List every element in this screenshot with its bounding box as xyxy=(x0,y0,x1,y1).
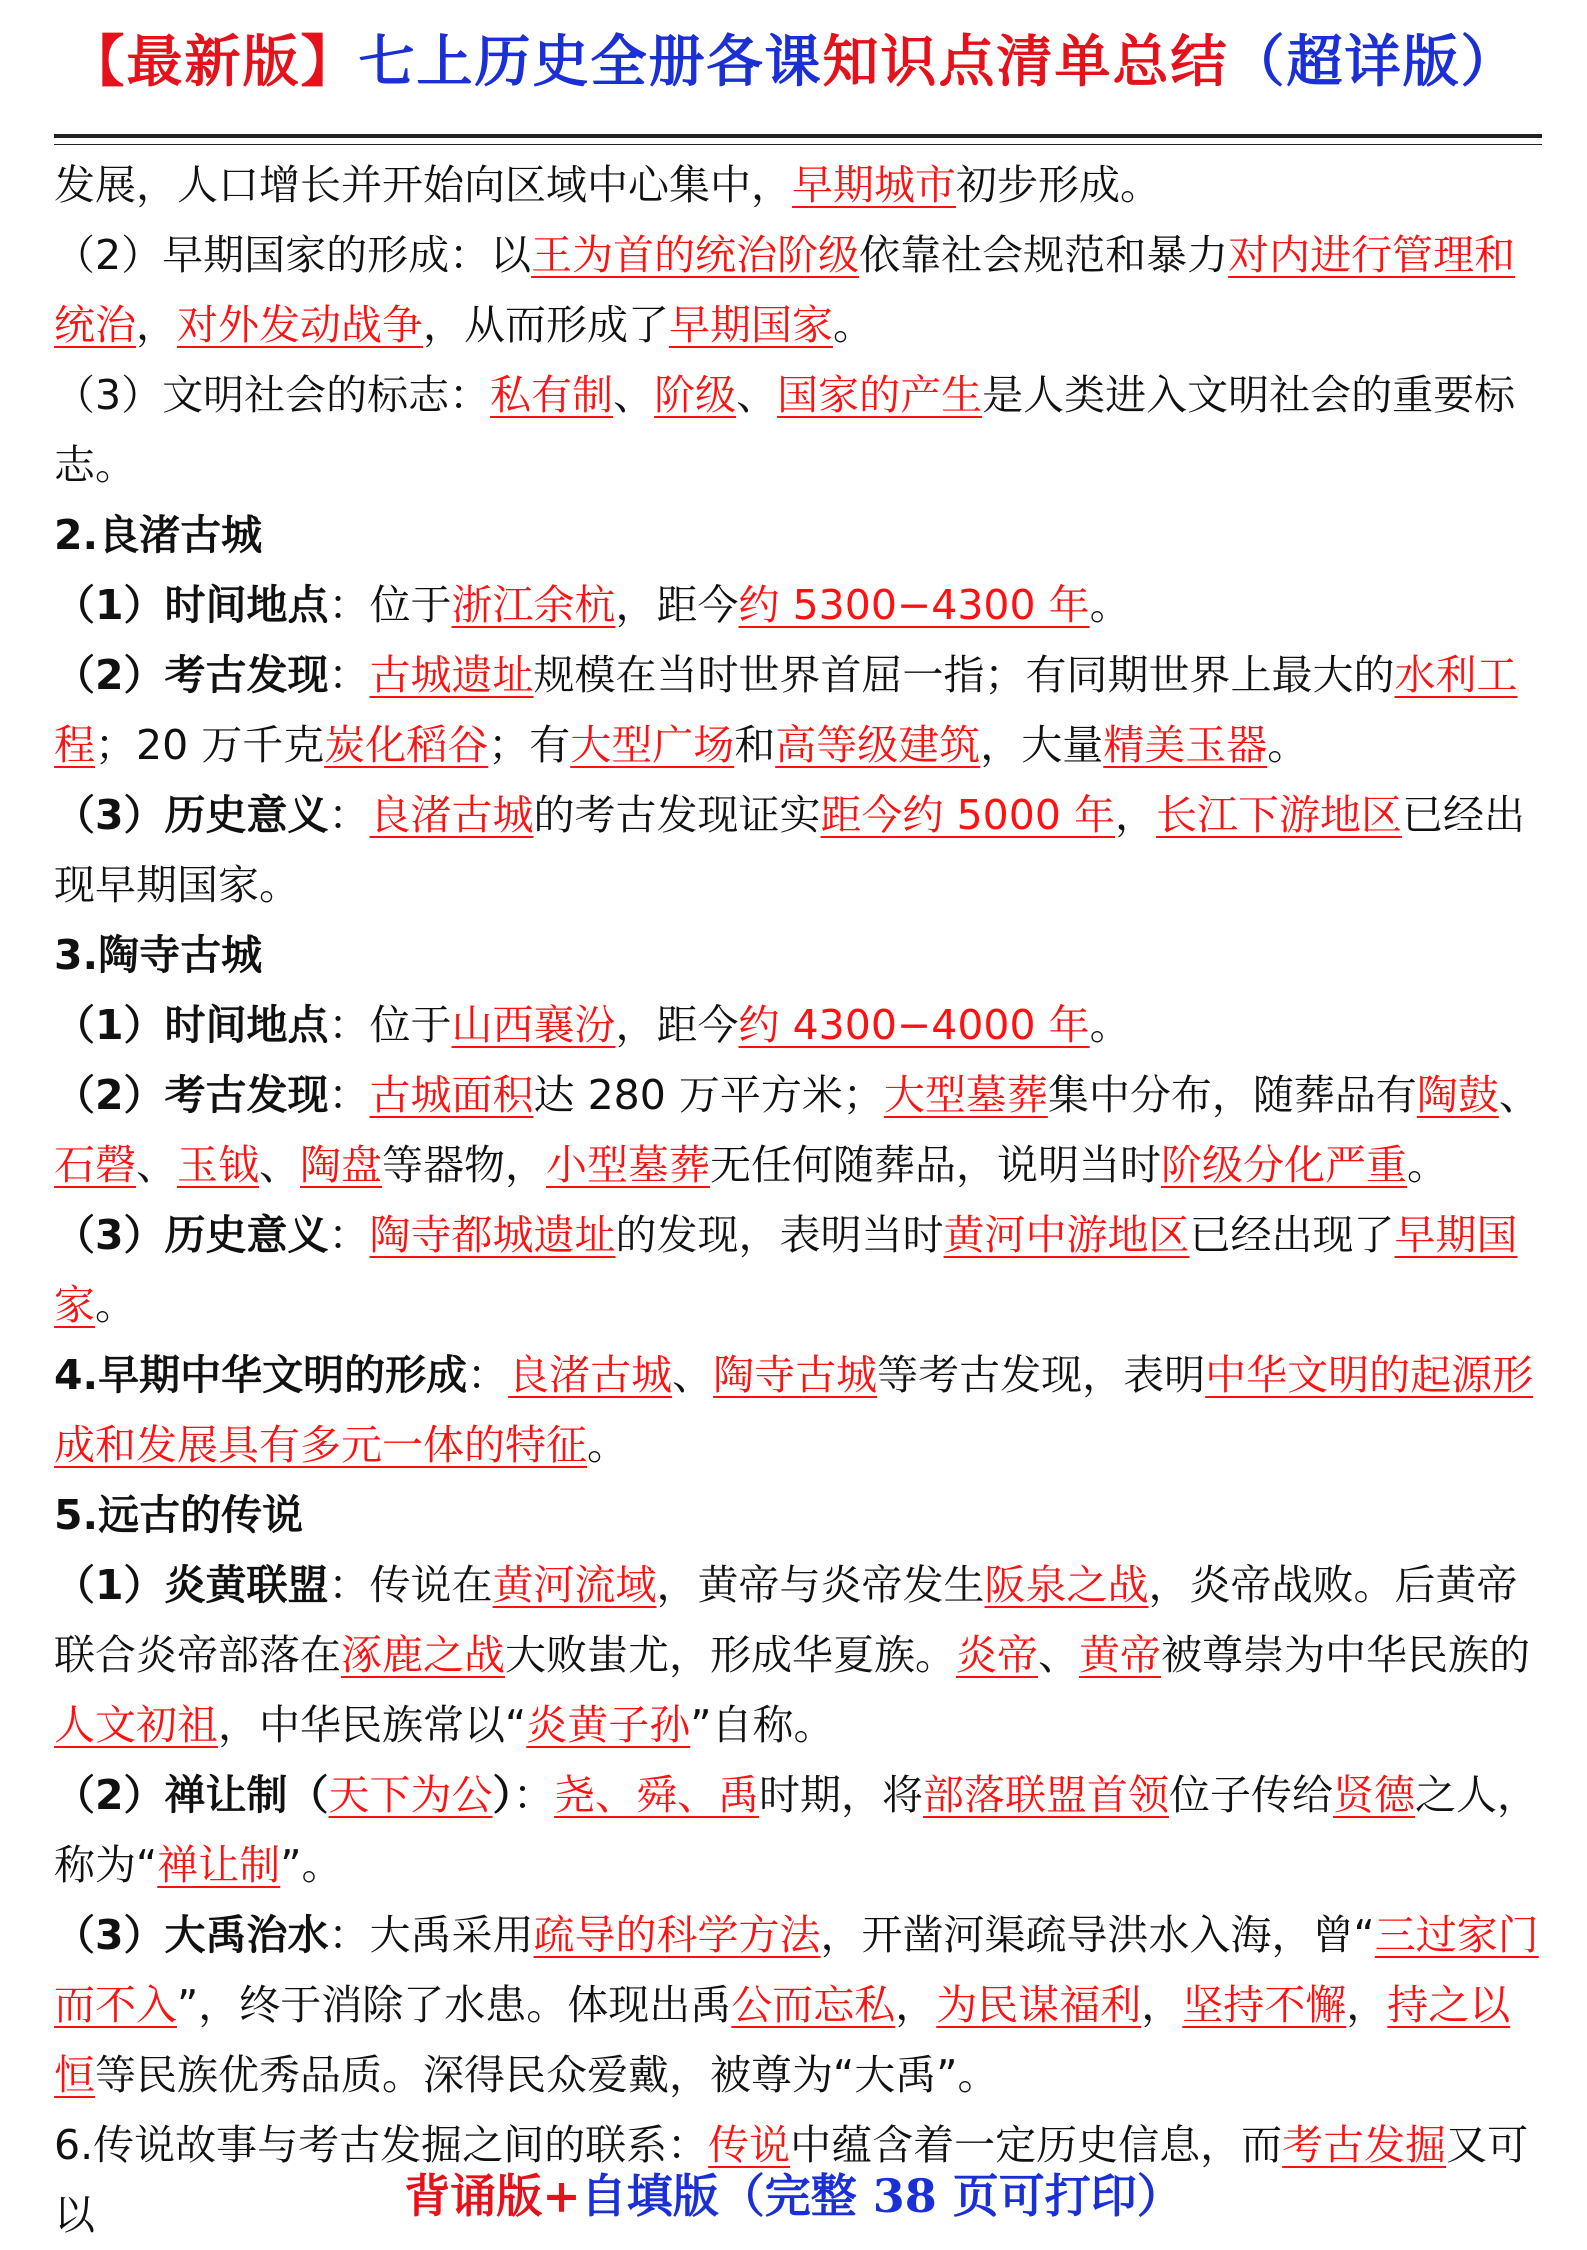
paragraph-dayu xyxy=(54,1900,1544,2110)
header-bracket-open: 【 xyxy=(68,29,127,95)
key-term: 陶盘 xyxy=(300,1141,382,1189)
page-footer xyxy=(0,2160,1587,2226)
text-span: ，中华民族常以“ xyxy=(218,1701,527,1749)
text-span: ：大禹采用 xyxy=(328,1911,534,1959)
header-bracket-close: 】 xyxy=(300,29,359,95)
text-span: 达 280 万平方米； xyxy=(533,1071,884,1119)
paragraph-abdication xyxy=(54,1760,1544,1900)
text-span: ，黄帝与炎帝发生 xyxy=(656,1561,985,1609)
key-term: 山西襄汾 xyxy=(451,1001,616,1049)
text-span: 被尊崇为中华民族的 xyxy=(1161,1631,1530,1679)
footer-fill-version: 自填版 xyxy=(580,2169,719,2223)
key-term: 尧、舜、禹 xyxy=(554,1771,760,1819)
text-span: 。 xyxy=(1407,1141,1448,1189)
text-span: 、 xyxy=(136,1141,177,1189)
sub-heading: （1）炎黄联盟 xyxy=(54,1561,329,1609)
key-term: 炭化稻谷 xyxy=(324,721,489,769)
key-term: 黄河中游地区 xyxy=(943,1211,1190,1259)
sub-heading: （3）大禹治水 xyxy=(54,1911,329,1959)
key-term: 良渚古城 xyxy=(508,1351,673,1399)
paragraph-liangzhu-significance xyxy=(54,780,1544,920)
key-term: 约 4300−4000 年 xyxy=(738,1001,1090,1049)
key-term: 长江下游地区 xyxy=(1155,791,1402,839)
key-term: 陶寺古城 xyxy=(713,1351,878,1399)
paragraph-early-state xyxy=(54,220,1544,360)
key-term: 天下为公 xyxy=(328,1771,493,1819)
key-term: 国家的产生 xyxy=(777,371,983,419)
key-term: 对外发动战争 xyxy=(177,301,423,349)
text-span: ： xyxy=(328,1071,370,1119)
key-term: 为民谋福利 xyxy=(936,1981,1142,2029)
key-term: 浙江余杭 xyxy=(451,581,616,629)
key-term: 距今约 5000 年 xyxy=(820,791,1115,839)
text-span: ： xyxy=(513,1771,555,1819)
text-span: 。 xyxy=(1089,1001,1131,1049)
text-span: 。 xyxy=(1089,581,1131,629)
text-span: 的考古发现证实 xyxy=(533,791,821,839)
sub-heading: （3）历史意义 xyxy=(54,1211,329,1259)
key-term: 部落联盟首领 xyxy=(923,1771,1170,1819)
text-span: 又可以 xyxy=(54,2121,1529,2239)
key-term: 阶级分化严重 xyxy=(1161,1141,1407,1189)
key-term: 中华文明的起源形成和发展具有多元一体的特征 xyxy=(54,1351,1534,1469)
sub-heading: （1）时间地点 xyxy=(54,1001,329,1049)
sub-heading: （2）禅让制（ xyxy=(54,1771,329,1819)
heading-liangzhu: 2.良渚古城 xyxy=(54,511,263,559)
text-span: ；有 xyxy=(488,721,571,769)
key-term: 大型墓葬 xyxy=(883,1071,1048,1119)
text-span: 等考古发现，表明 xyxy=(877,1351,1206,1399)
text-span: ： xyxy=(328,1211,370,1259)
paragraph-city xyxy=(54,150,1544,220)
text-span: 已经出现了 xyxy=(1189,1211,1395,1259)
heading-taosi: 3.陶寺古城 xyxy=(54,931,263,979)
text-span: 6.传说故事与考古发掘之间的联系： xyxy=(54,2121,709,2169)
header-rule-thin xyxy=(54,144,1542,145)
text-span: 位子传给 xyxy=(1169,1771,1334,1819)
key-term: 高等级建筑 xyxy=(775,721,981,769)
key-term: 炎帝 xyxy=(956,1631,1038,1679)
text-span: 已经出现早期国家。 xyxy=(54,791,1525,909)
key-term: 阶级 xyxy=(654,371,737,419)
text-span: 依靠社会规范和暴力 xyxy=(859,231,1229,279)
text-span: ， xyxy=(1346,1981,1388,2029)
key-term: 禅让制 xyxy=(157,1841,281,1889)
page-header xyxy=(0,18,1587,98)
key-term: 传说 xyxy=(708,2121,791,2169)
key-term: 持之以恒 xyxy=(54,1981,1511,2099)
text-span: ：传说在 xyxy=(328,1561,493,1609)
text-span: （2）早期国家的形成：以 xyxy=(54,231,532,279)
key-term: 人文初祖 xyxy=(54,1701,218,1749)
key-term: 早期国家 xyxy=(54,1211,1518,1329)
text-span: 和 xyxy=(734,721,776,769)
key-term: 约 5300−4300 年 xyxy=(738,581,1090,629)
key-term: 小型墓葬 xyxy=(546,1141,710,1189)
key-term: 炎黄子孙 xyxy=(526,1701,691,1749)
key-term: 玉钺 xyxy=(177,1141,259,1189)
key-term: 王为首的统治阶级 xyxy=(531,231,860,279)
key-term: 公而忘私 xyxy=(731,1981,896,2029)
key-term: 对内进行管理和统治 xyxy=(54,231,1516,349)
key-term: 黄河流域 xyxy=(492,1561,657,1609)
key-term: 陶鼓 xyxy=(1416,1071,1499,1119)
text-span: 之人，称为“ xyxy=(54,1771,1539,1889)
text-span: ”自称。 xyxy=(690,1701,835,1749)
heading-legends: 5.远古的传说 xyxy=(54,1491,304,1539)
key-term: 陶寺都城遗址 xyxy=(369,1211,616,1259)
text-span: 、 xyxy=(613,371,655,419)
text-span: ： xyxy=(328,651,370,699)
text-span: 等民族优秀品质。深得民众爱戴，被尊为“大禹”。 xyxy=(95,2051,999,2099)
header-title: 七上历史全册各课 xyxy=(358,29,823,95)
key-term: 大型广场 xyxy=(570,721,735,769)
paragraph-civilization-marks xyxy=(54,360,1544,500)
text-span: ， xyxy=(895,1981,937,2029)
text-span: 、 xyxy=(736,371,778,419)
key-term: 疏导的科学方法 xyxy=(533,1911,821,1959)
sub-heading: 4.早期中华文明的形成 xyxy=(54,1351,468,1399)
text-span: 。 xyxy=(833,301,874,349)
text-span: ： xyxy=(467,1351,509,1399)
key-term: 早期城市 xyxy=(792,161,956,209)
paragraph-taosi-location xyxy=(54,990,1544,1060)
text-span: （3）文明社会的标志： xyxy=(54,371,491,419)
header-title-highlight: 知识点清单总结 xyxy=(822,29,1229,95)
sub-heading: （1）时间地点 xyxy=(54,581,329,629)
text-span: 发展，人口增长并开始向区域中心集中， xyxy=(54,161,792,209)
paragraph-yanhuang xyxy=(54,1550,1544,1760)
key-term: 古城遗址 xyxy=(369,651,534,699)
key-term: 三过家门而不入 xyxy=(54,1911,1539,2029)
text-span: 无任何随葬品，说明当时 xyxy=(710,1141,1161,1189)
text-span: ：位于 xyxy=(328,1001,452,1049)
paragraph-liangzhu-discovery xyxy=(54,640,1544,780)
footer-recite-version: 背诵版+ xyxy=(404,2169,581,2223)
text-span: 等器物， xyxy=(382,1141,546,1189)
paragraph-taosi-discovery xyxy=(54,1060,1544,1200)
key-term: 私有制 xyxy=(490,371,614,419)
text-span: 、 xyxy=(1038,1631,1079,1679)
text-span: ， xyxy=(136,301,177,349)
paragraph-liangzhu-location xyxy=(54,570,1544,640)
text-span: ”，终于消除了水患。体现出禹 xyxy=(177,1981,732,2029)
text-span: 时期，将 xyxy=(759,1771,924,1819)
paragraph-civilization-formation xyxy=(54,1340,1544,1480)
text-span: ；20 万千克 xyxy=(95,721,325,769)
text-span: ：位于 xyxy=(328,581,452,629)
text-span: 。 xyxy=(95,1281,136,1329)
text-span: ， xyxy=(1141,1981,1183,2029)
sub-heading: （3）历史意义 xyxy=(54,791,329,839)
key-term: 水利工程 xyxy=(54,651,1518,769)
key-term: 石磬 xyxy=(54,1141,136,1189)
sub-heading: （2）考古发现 xyxy=(54,1071,329,1119)
text-span: 初步形成。 xyxy=(956,161,1161,209)
text-span: ，大量 xyxy=(980,721,1104,769)
text-span: 大败蚩尤，形成华夏族。 xyxy=(505,1631,956,1679)
text-span: ，从而形成了 xyxy=(423,301,669,349)
text-span: 规模在当时世界首屈一指；有同期世界上最大的 xyxy=(533,651,1395,699)
text-span: 、 xyxy=(1498,1071,1540,1119)
footer-page-count: （完整 38 页可打印） xyxy=(718,2169,1183,2223)
text-span: 集中分布，随葬品有 xyxy=(1047,1071,1417,1119)
text-span: ，开凿河渠疏导洪水入海，曾“ xyxy=(820,1911,1375,1959)
text-span: ， xyxy=(1114,791,1156,839)
text-span: ： xyxy=(328,791,370,839)
key-term: 坚持不懈 xyxy=(1182,1981,1347,2029)
text-span: 。 xyxy=(587,1421,628,1469)
key-term: 黄帝 xyxy=(1079,1631,1161,1679)
document-body xyxy=(54,150,1544,2250)
sub-heading: ） xyxy=(492,1771,514,1819)
text-span: ，距今 xyxy=(615,1001,739,1049)
paragraph-taosi-significance xyxy=(54,1200,1544,1340)
key-term: 良渚古城 xyxy=(369,791,534,839)
sub-heading: （2）考古发现 xyxy=(54,651,329,699)
header-badge: 最新版 xyxy=(126,29,301,95)
text-span: ”。 xyxy=(280,1841,343,1889)
header-suffix: （超详版） xyxy=(1228,29,1519,95)
text-span: 。 xyxy=(1267,721,1309,769)
key-term: 古城面积 xyxy=(369,1071,534,1119)
text-span: 、 xyxy=(259,1141,300,1189)
text-span: 是人类进入文明社会的重要标志。 xyxy=(54,371,1516,489)
text-span: ，距今 xyxy=(615,581,739,629)
text-span: 的发现，表明当时 xyxy=(615,1211,944,1259)
key-term: 阪泉之战 xyxy=(984,1561,1149,1609)
header-rule-thick xyxy=(54,134,1542,138)
text-span: ，炎帝战败。后黄帝联合炎帝部落在 xyxy=(54,1561,1518,1679)
key-term: 精美玉器 xyxy=(1103,721,1268,769)
key-term: 贤德 xyxy=(1333,1771,1416,1819)
text-span: 、 xyxy=(672,1351,714,1399)
key-term: 早期国家 xyxy=(669,301,833,349)
key-term: 涿鹿之战 xyxy=(341,1631,505,1679)
text-span: 中蕴含着一定历史信息，而 xyxy=(790,2121,1283,2169)
key-term: 考古发掘 xyxy=(1282,2121,1447,2169)
